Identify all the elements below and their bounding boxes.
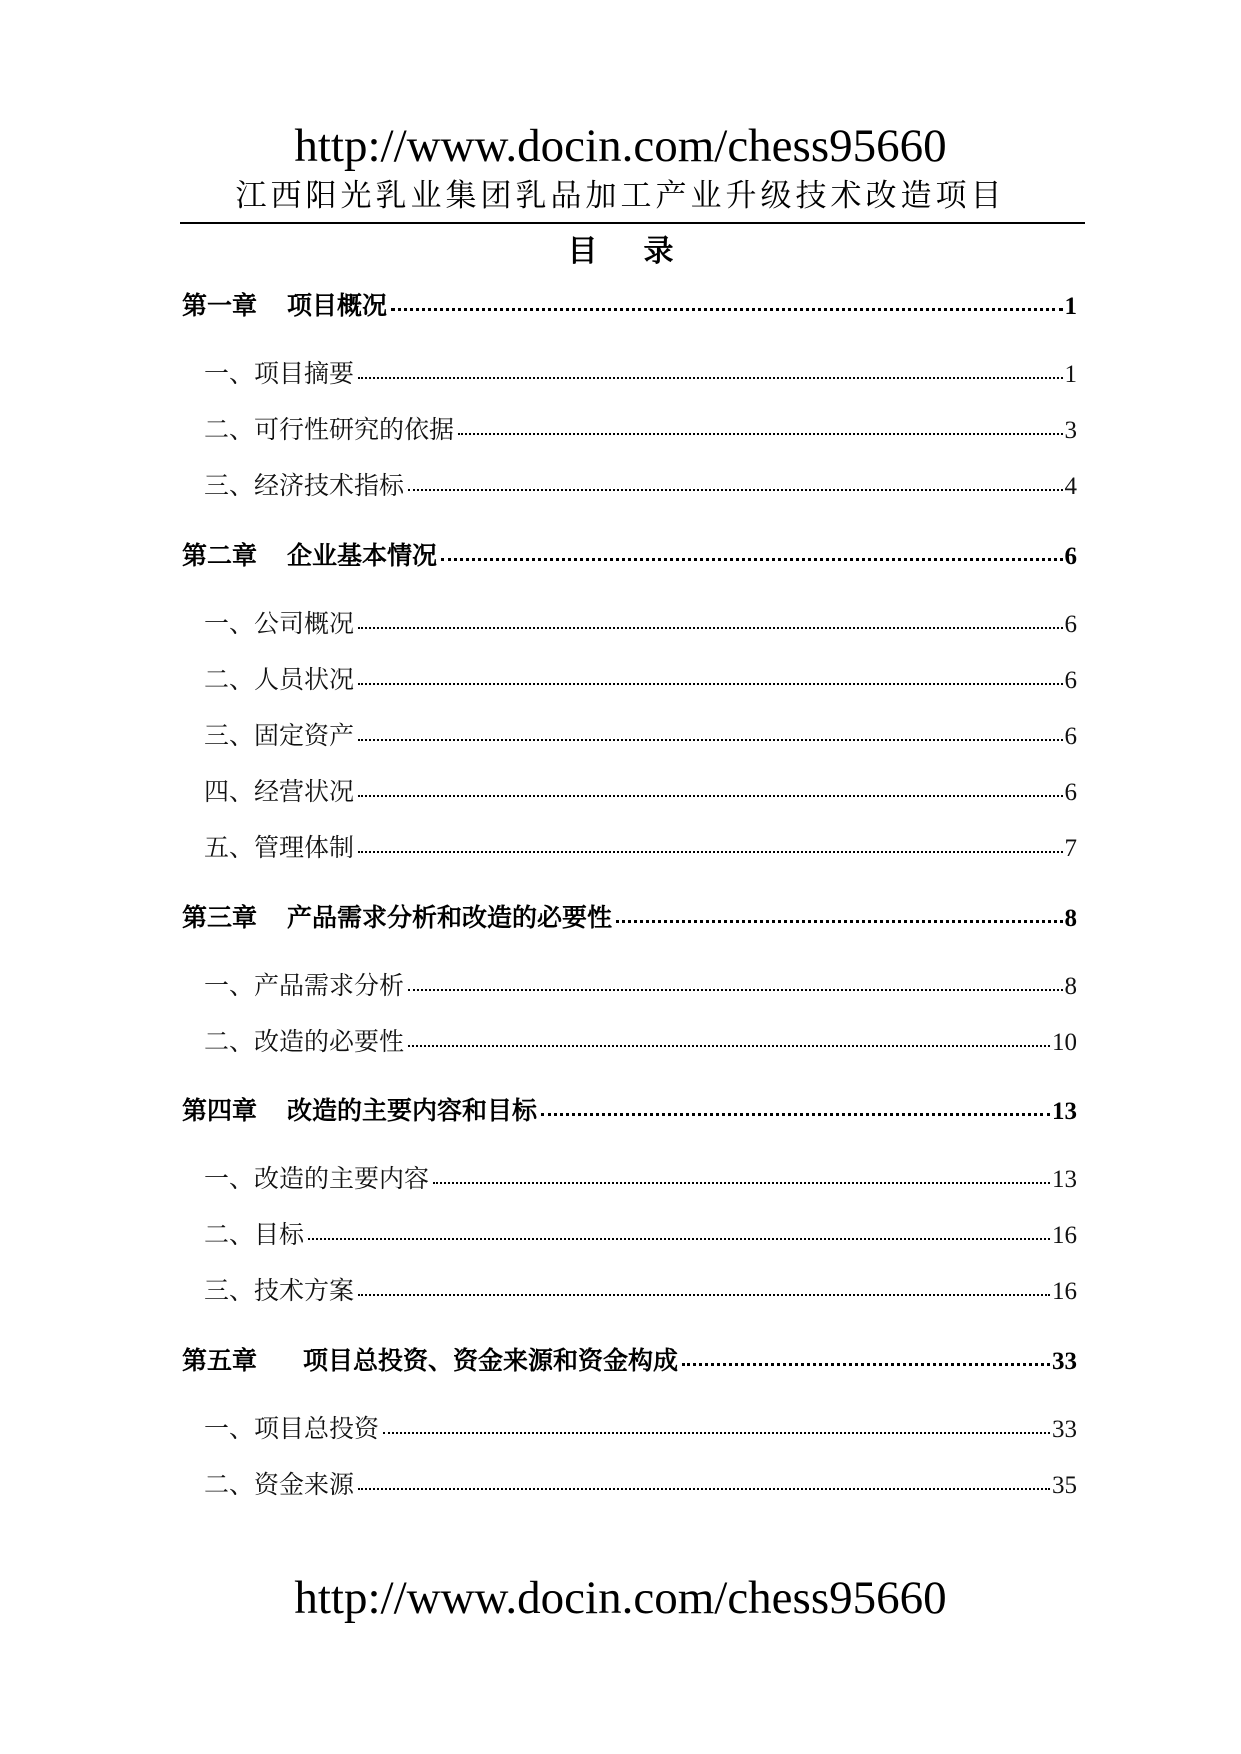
toc-section-4-1[interactable] xyxy=(182,1161,1077,1198)
toc-chapter-3[interactable] xyxy=(182,900,1077,937)
page-number: 35 xyxy=(1052,1472,1077,1499)
header-divider xyxy=(180,222,1085,224)
page-number: 1 xyxy=(1064,361,1077,388)
chapter-number: 第一章 xyxy=(182,291,258,320)
page-number: 7 xyxy=(1064,835,1077,862)
page-number: 13 xyxy=(1052,1166,1077,1193)
section-title: 四、经营状况 xyxy=(204,777,355,806)
chapter-title: 企业基本情况 xyxy=(287,541,438,570)
page-number: 3 xyxy=(1064,417,1077,444)
dot-leader xyxy=(682,1343,1050,1369)
toc-title: 目录 xyxy=(567,234,720,269)
chapter-number: 第五章 xyxy=(182,1346,258,1375)
page-number: 1 xyxy=(1064,293,1077,320)
section-title: 二、改造的必要性 xyxy=(204,1027,405,1056)
dot-leader xyxy=(458,412,1062,438)
page-number: 33 xyxy=(1052,1416,1077,1443)
page-number: 16 xyxy=(1052,1222,1077,1249)
toc-section-1-3[interactable] xyxy=(182,468,1077,505)
section-title: 二、人员状况 xyxy=(204,665,355,694)
toc-section-1-2[interactable] xyxy=(182,412,1077,449)
toc-section-2-2[interactable] xyxy=(182,662,1077,699)
toc-chapter-2[interactable] xyxy=(182,538,1077,575)
section-title: 一、项目总投资 xyxy=(204,1414,380,1443)
dot-leader xyxy=(358,662,1062,688)
footer-url: http://www.docin.com/chess95660 xyxy=(294,1572,947,1624)
page-number: 6 xyxy=(1064,611,1077,638)
section-title: 三、固定资产 xyxy=(204,721,355,750)
dot-leader xyxy=(408,968,1062,994)
page-number: 13 xyxy=(1052,1098,1077,1125)
section-title: 一、产品需求分析 xyxy=(204,971,405,1000)
dot-leader xyxy=(541,1093,1050,1119)
chapter-number: 第二章 xyxy=(182,541,258,570)
toc-section-2-1[interactable] xyxy=(182,606,1077,643)
page-number: 6 xyxy=(1064,667,1077,694)
section-title: 一、公司概况 xyxy=(204,609,355,638)
section-title: 三、经济技术指标 xyxy=(204,471,405,500)
toc-section-1-1[interactable] xyxy=(182,356,1077,393)
chapter-title: 项目总投资、资金来源和资金构成 xyxy=(303,1346,679,1375)
toc-chapter-1[interactable] xyxy=(182,288,1077,325)
dot-leader xyxy=(358,718,1062,744)
chapter-number: 第四章 xyxy=(182,1096,258,1125)
section-title: 二、资金来源 xyxy=(204,1470,355,1499)
toc-section-5-2[interactable] xyxy=(182,1467,1077,1504)
dot-leader xyxy=(616,900,1062,926)
dot-leader xyxy=(433,1161,1050,1187)
page-number: 4 xyxy=(1064,473,1077,500)
toc-chapter-4[interactable] xyxy=(182,1093,1077,1130)
dot-leader xyxy=(408,1024,1050,1050)
toc-section-2-4[interactable] xyxy=(182,774,1077,811)
dot-leader xyxy=(358,356,1062,382)
dot-leader xyxy=(358,774,1062,800)
page-number: 33 xyxy=(1052,1348,1077,1375)
chapter-title: 改造的主要内容和目标 xyxy=(287,1096,538,1125)
toc-section-3-1[interactable] xyxy=(182,968,1077,1005)
section-title: 三、技术方案 xyxy=(204,1276,355,1305)
toc-section-3-2[interactable] xyxy=(182,1024,1077,1061)
page-number: 8 xyxy=(1064,973,1077,1000)
section-title: 二、可行性研究的依据 xyxy=(204,415,455,444)
toc-section-4-2[interactable] xyxy=(182,1217,1077,1254)
dot-leader xyxy=(441,538,1062,564)
dot-leader xyxy=(408,468,1062,494)
toc-section-5-1[interactable] xyxy=(182,1411,1077,1448)
dot-leader xyxy=(391,288,1062,314)
header-url: http://www.docin.com/chess95660 xyxy=(294,120,947,172)
page-number: 16 xyxy=(1052,1278,1077,1305)
page-number: 6 xyxy=(1064,543,1077,570)
toc-section-2-5[interactable] xyxy=(182,830,1077,867)
toc-chapter-5[interactable] xyxy=(182,1343,1077,1380)
page-number: 10 xyxy=(1052,1029,1077,1056)
page-number: 8 xyxy=(1064,905,1077,932)
section-title: 一、项目摘要 xyxy=(204,359,355,388)
chapter-number: 第三章 xyxy=(182,903,258,932)
dot-leader xyxy=(358,1273,1050,1299)
page-number: 6 xyxy=(1064,779,1077,806)
dot-leader xyxy=(383,1411,1050,1437)
section-title: 二、目标 xyxy=(204,1220,305,1249)
page-number: 6 xyxy=(1064,723,1077,750)
document-subtitle: 江西阳光乳业集团乳品加工产业升级技术改造项目 xyxy=(235,178,1006,214)
dot-leader xyxy=(358,830,1062,856)
dot-leader xyxy=(358,606,1062,632)
dot-leader xyxy=(358,1467,1050,1493)
section-title: 五、管理体制 xyxy=(204,833,355,862)
toc-section-4-3[interactable] xyxy=(182,1273,1077,1310)
dot-leader xyxy=(308,1217,1050,1243)
toc-section-2-3[interactable] xyxy=(182,718,1077,755)
section-title: 一、改造的主要内容 xyxy=(204,1164,430,1193)
chapter-title: 产品需求分析和改造的必要性 xyxy=(287,903,613,932)
chapter-title: 项目概况 xyxy=(287,291,388,320)
